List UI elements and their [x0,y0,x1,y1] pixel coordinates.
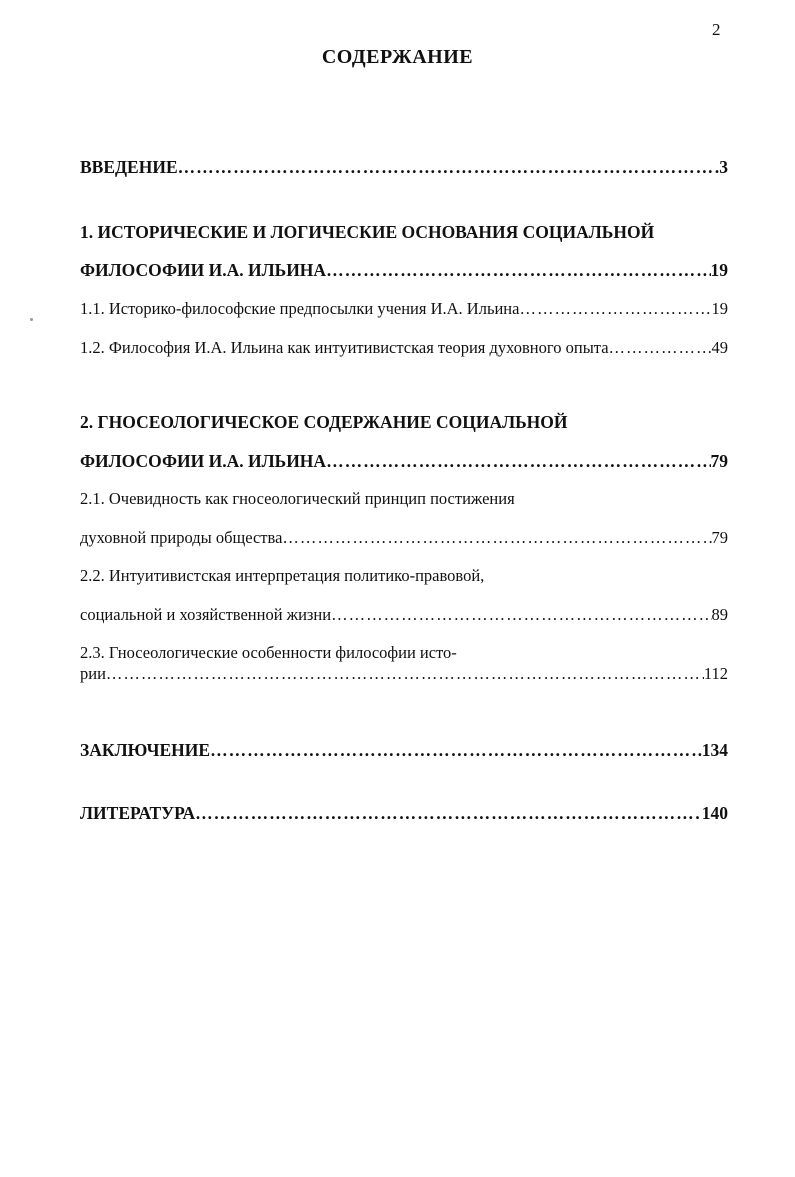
dot-leader [519,298,711,320]
toc-entry-page: 79 [711,528,728,547]
toc-entry-chapter-1[interactable] [80,259,728,281]
chapter-2-heading[interactable]: 2. ГНОСЕОЛОГИЧЕСКОЕ СОДЕРЖАНИЕ СОЦИАЛЬНОЙ [80,412,568,432]
toc-entry-page: 112 [703,664,728,683]
dot-leader [326,259,710,281]
section-2-3-heading[interactable]: 2.3. Гносеологические особенности философии исто- [80,643,457,662]
toc-entry-section-1-1[interactable] [80,298,728,320]
toc-entry-label: ВВЕДЕНИЕ [80,157,178,177]
toc-entry-section-2-2[interactable] [80,604,728,626]
toc-entry-label: рии [80,664,106,683]
toc-entry-page: 3 [719,157,728,177]
dot-leader [178,156,720,178]
toc-entry-literature[interactable] [80,802,728,824]
toc-entry-label: ФИЛОСОФИИ И.А. ИЛЬИНА [80,260,327,280]
dot-leader [106,663,704,685]
toc-entry-conclusion[interactable] [80,739,728,761]
scan-speck [30,318,33,321]
toc-entry-page: 19 [711,299,728,318]
dot-leader [326,450,710,472]
toc-entry-label: ФИЛОСОФИИ И.А. ИЛЬИНА [80,451,327,471]
chapter-1-heading[interactable]: 1. ИСТОРИЧЕСКИЕ И ЛОГИЧЕСКИЕ ОСНОВАНИЯ СОЦИАЛЬНОЙ [80,222,655,242]
toc-entry-label: 1.1. Историко-философские предпосылки учения И.А. Ильина [80,299,520,318]
section-2-2-heading[interactable]: 2.2. Интуитивистская интерпретация политико-правовой, [80,566,485,585]
toc-entry-label: социальной и хозяйственной жизни [80,605,332,624]
toc-entry-page: 19 [710,260,728,280]
dot-leader [282,527,711,549]
page-number: 2 [712,20,721,39]
dot-leader [210,739,702,761]
toc-entry-label: 1.2. Философия И.А. Ильина как интуитивистская теория духовного опыта [80,338,609,357]
toc-entry-label: ЗАКЛЮЧЕНИЕ [80,740,211,760]
toc-entry-label: духовной природы общества [80,528,283,547]
toc-entry-intro[interactable] [80,156,728,178]
toc-entry-page: 140 [701,803,728,823]
toc-entry-chapter-2[interactable] [80,450,728,472]
toc-entry-section-2-3[interactable] [80,663,728,685]
toc-entry-label: ЛИТЕРАТУРА [80,803,196,823]
toc-entry-page: 49 [711,338,728,357]
section-2-1-heading[interactable]: 2.1. Очевидность как гносеологический принцип постижения [80,489,515,508]
toc-entry-page: 89 [711,605,728,624]
toc-entry-page: 79 [710,451,728,471]
toc-title: СОДЕРЖАНИЕ [321,46,474,68]
dot-leader [195,802,702,824]
toc-entry-page: 134 [701,740,728,760]
toc-entry-section-2-1[interactable] [80,527,728,549]
dot-leader [331,604,711,626]
toc-entry-section-1-2[interactable] [80,337,728,359]
dot-leader [609,337,712,359]
